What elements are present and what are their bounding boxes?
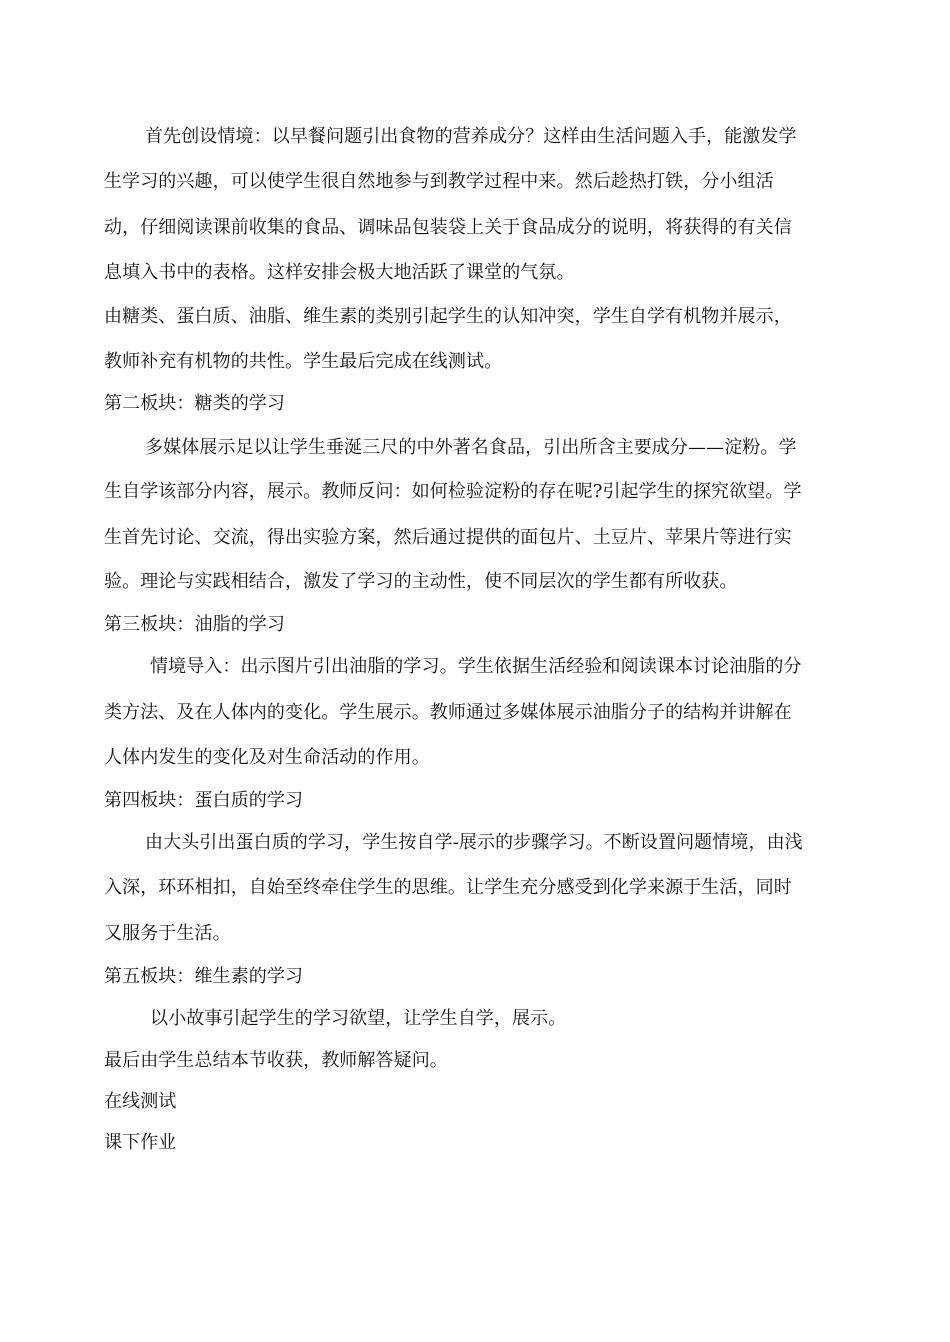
text-line-s2-2: 生自学该部分内容，展示。教师反问：如何检验淀粉的存在呢?引起学生的探究欲望。学 (104, 481, 802, 502)
section-heading-3: 第三板块：油脂的学习 (104, 614, 285, 635)
text-line-intro-2: 生学习的兴趣，可以使学生很自然地参与到教学过程中来。然后趁热打铁，分小组活 (104, 171, 774, 192)
text-line-s3-1: 情境导入：出示图片引出油脂的学习。学生依据生活经验和阅读课本讨论油脂的分 (150, 656, 802, 677)
section-heading-2: 第二板块：糖类的学习 (104, 393, 285, 414)
text-line-s3-2: 类方法、及在人体内的变化。学生展示。教师通过多媒体展示油脂分子的结构并讲解在 (104, 702, 792, 723)
text-line-s3-3: 人体内发生的变化及对生命活动的作用。 (104, 747, 430, 768)
text-line-s5-1: 以小故事引起学生的学习欲望，让学生自学，展示。 (150, 1008, 567, 1029)
section-heading-5: 第五板块：维生素的学习 (104, 966, 304, 987)
text-line-s4-3: 又服务于生活。 (104, 923, 231, 944)
text-line-intro-4: 息填入书中的表格。这样安排会极大地活跃了课堂的气氛。 (104, 262, 575, 283)
section-heading-4: 第四板块：蛋白质的学习 (104, 790, 304, 811)
text-line-s2-4: 验。理论与实践相结合，激发了学习的主动性，使不同层次的学生都有所收获。 (104, 571, 738, 592)
text-line-intro-6: 教师补充有机物的共性。学生最后完成在线测试。 (104, 351, 503, 372)
text-line-s2-1: 多媒体展示足以让学生垂涎三尺的中外著名食品，引出所含主要成分——淀粉。学 (145, 437, 797, 458)
text-line-s4-1: 由大头引出蛋白质的学习，学生按自学-展示的步骤学习。不断设置问题情境，由浅 (145, 832, 803, 853)
text-line-intro-3: 动，仔细阅读课前收集的食品、调味品包装袋上关于食品成分的说明，将获得的有关信 (104, 217, 792, 238)
text-line-s4-2: 入深，环环相扣，自始至终牵住学生的思维。让学生充分感受到化学来源于生活，同时 (104, 877, 792, 898)
text-line-s2-3: 生首先讨论、交流，得出实验方案，然后通过提供的面包片、土豆片、苹果片等进行实 (104, 527, 792, 548)
text-line-homework: 课下作业 (104, 1132, 177, 1153)
text-line-intro-1: 首先创设情境：以早餐问题引出食物的营养成分？这样由生活问题入手，能激发学 (145, 126, 797, 147)
text-line-intro-5: 由糖类、蛋白质、油脂、维生素的类别引起学生的认知冲突，学生自学有机物并展示， (104, 306, 792, 327)
text-line-summary: 最后由学生总结本节收获，教师解答疑问。 (104, 1050, 448, 1071)
text-line-online-test: 在线测试 (104, 1091, 177, 1112)
